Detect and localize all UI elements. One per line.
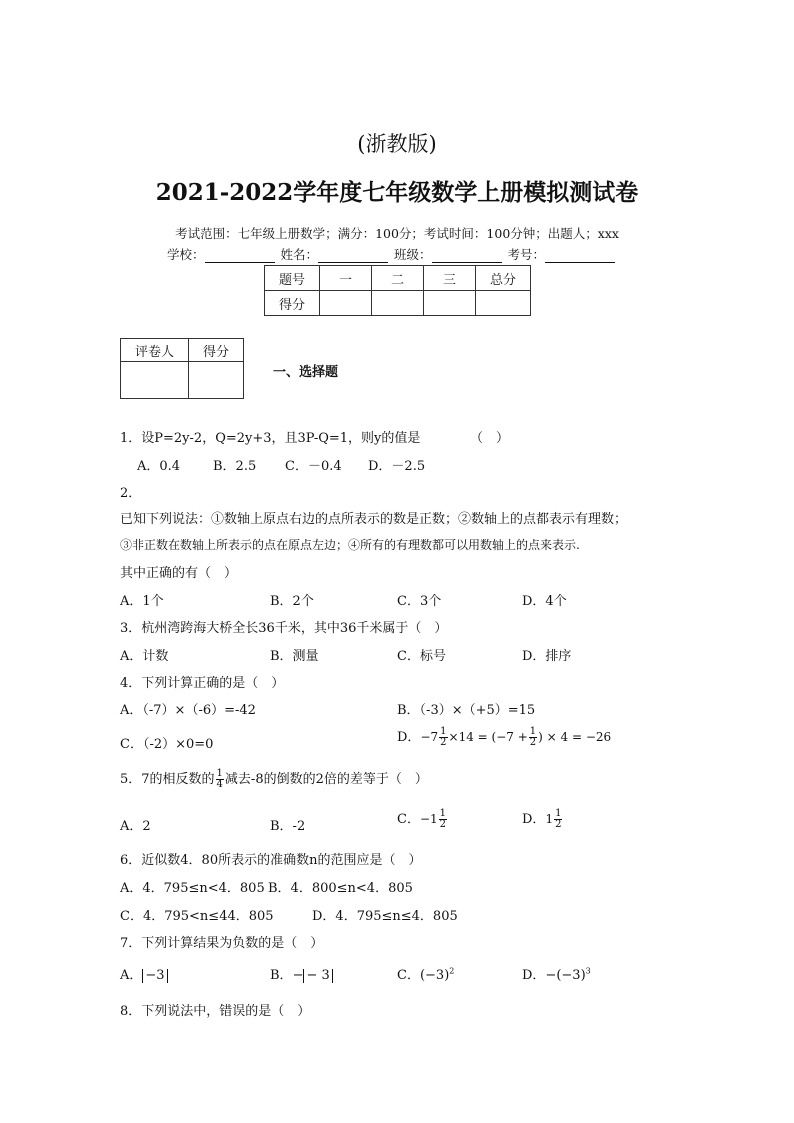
q4-option-a[interactable]: A．（-7）×（-6）=-42 [120, 703, 256, 718]
q3-option-a[interactable]: A．计数 [120, 649, 169, 664]
q7-option-a[interactable] [120, 964, 168, 983]
q7-c-exponent: 2 [449, 966, 455, 976]
question-3: 3．杭州湾跨海大桥全长36千米，其中36千米属于（ ） [120, 621, 448, 636]
score-header-cell: 题号 [265, 266, 320, 291]
score-row-label: 得分 [265, 291, 320, 316]
q7-b-label: B． [270, 968, 293, 983]
q1-stem: 1．设P=2y-2，Q=2y+3，且3P-Q=1，则y的值是 [120, 431, 421, 446]
q4-option-d[interactable] [397, 726, 611, 748]
edition-label: (浙教版) [357, 132, 437, 156]
question-1 [120, 427, 420, 446]
q7-a-abs: −3 [142, 969, 167, 983]
grader-cell[interactable] [121, 362, 189, 399]
q4-d-expr-a: −7 [420, 730, 439, 744]
examno-blank[interactable] [545, 262, 615, 263]
school-blank[interactable] [205, 262, 275, 263]
q5-d-whole: 1 [545, 812, 554, 826]
q4-d-fraction-2: $\frac{1}{2}$ [529, 726, 537, 748]
q1-option-a[interactable]: A．0.4 [137, 459, 181, 474]
q5-c-label: C． [397, 812, 420, 827]
q7-option-c[interactable] [397, 964, 454, 983]
q6-option-a[interactable]: A．4．795≤n<4．805 [120, 881, 265, 896]
score-table [264, 265, 531, 316]
q1-options [137, 455, 425, 474]
q4-option-b[interactable]: B．（-3）×（+5）=15 [397, 703, 536, 718]
q7-option-d[interactable] [522, 964, 591, 983]
q2-line-1: 已知下列说法：①数轴上原点右边的点所表示的数是正数；②数轴上的点都表示有理数； [120, 512, 628, 527]
q5-stem-b: 减去-8的倒数的2倍的差等于（ ） [224, 772, 428, 787]
q5-c-whole: −1 [419, 812, 438, 826]
exam-info-line: 考试范围：七年级上册数学；满分：100分；考试时间：100分钟；出题人；xxx [175, 226, 619, 241]
question-5 [120, 768, 428, 790]
q4-d-fraction-1: $\frac{1}{2}$ [440, 726, 447, 748]
class-label: 班级： [394, 247, 432, 262]
score-header-cell: 三 [424, 266, 476, 291]
q7-d-expr: −(−3) [545, 968, 586, 983]
q7-a-label: A． [120, 968, 143, 983]
name-label: 姓名： [280, 247, 319, 262]
q2-line-2: ③非正数在数轴上所表示的点在原点左边；④所有的有理数都可以用数轴上的点来表示. [120, 538, 580, 552]
name-blank[interactable] [318, 262, 388, 263]
school-label: 学校： [167, 247, 205, 262]
q2-options [120, 590, 567, 609]
q7-b-sign: − [292, 968, 304, 983]
q7-d-exponent: 3 [585, 966, 591, 976]
q7-c-label: C． [397, 968, 420, 983]
grader-table [120, 338, 244, 399]
grader-cell[interactable] [189, 362, 244, 399]
q4-d-expr-c: ) × 4 = −26 [538, 730, 612, 744]
question-8: 8．下列说法中，错误的是（ ） [120, 1004, 311, 1019]
score-cell[interactable] [424, 291, 476, 316]
q5-d-fraction: $\frac{1}{2}$ [555, 808, 562, 830]
q7-option-b[interactable] [270, 964, 333, 983]
q1-option-b[interactable]: B．2.5 [213, 459, 257, 474]
q5-option-a[interactable]: A．2 [120, 819, 151, 834]
q5-stem-a: 5．7的相反数的 [120, 772, 215, 787]
q3-options [120, 645, 571, 664]
q1-option-c[interactable]: C．－0.4 [285, 459, 342, 474]
q3-option-b[interactable]: B．测量 [270, 649, 319, 664]
q6-option-d[interactable]: D．4．795≤n≤4．805 [312, 909, 458, 924]
q7-c-expr: (−3) [419, 968, 450, 983]
score-header-cell: 一 [320, 266, 372, 291]
question-4: 4．下列计算正确的是（ ） [120, 676, 285, 691]
question-7: 7．下列计算结果为负数的是（ ） [120, 936, 324, 951]
exam-title: 2021-2022学年度七年级数学上册模拟测试卷 [155, 179, 639, 206]
q6-option-b[interactable]: B．4．800≤n<4．805 [268, 881, 413, 896]
section-title: 一、选择题 [273, 365, 339, 380]
q5-c-fraction: $\frac{1}{2}$ [439, 808, 447, 830]
q2-option-c[interactable]: C．3个 [397, 594, 442, 609]
q2-line-3: 其中正确的有（ ） [120, 566, 238, 581]
q3-option-d[interactable]: D．排序 [522, 649, 572, 664]
score-cell[interactable] [320, 291, 372, 316]
q5-d-label: D． [522, 812, 546, 827]
q2-number: 2． [120, 486, 142, 501]
q5-fraction: $\frac{1}{4}$ [216, 768, 223, 790]
examno-label: 考号： [507, 247, 546, 262]
q2-option-b[interactable]: B．2个 [270, 594, 314, 609]
score-header-cell: 总分 [476, 266, 531, 291]
score-cell[interactable] [372, 291, 424, 316]
question-6: 6．近似数4．80所表示的准确数n的范围应是（ ） [120, 853, 422, 868]
q7-b-abs: − 3 [303, 969, 332, 983]
q4-option-c[interactable]: C．（-2）×0=0 [120, 737, 214, 752]
q5-option-b[interactable]: B．-2 [270, 819, 306, 834]
q4-d-expr-b: ×14 = (−7 + [448, 730, 528, 744]
q5-option-d[interactable] [522, 808, 563, 830]
score-header-cell: 二 [372, 266, 424, 291]
grader-header-cell: 评卷人 [121, 339, 189, 362]
student-fields [167, 245, 615, 263]
q2-option-d[interactable]: D．4个 [522, 594, 567, 609]
q1-answer-paren[interactable]: （ ） [470, 431, 510, 446]
class-blank[interactable] [432, 262, 502, 263]
q4-d-label: D． [397, 730, 421, 745]
q3-option-c[interactable]: C．标号 [397, 649, 446, 664]
score-cell[interactable] [476, 291, 531, 316]
q6-option-c[interactable]: C．4．795<n≤44．805 [120, 909, 274, 924]
q5-option-c[interactable] [397, 808, 448, 830]
q2-option-a[interactable]: A．1个 [120, 594, 164, 609]
q1-option-d[interactable]: D．－2.5 [368, 459, 426, 474]
q7-d-label: D． [522, 968, 546, 983]
grader-header-cell: 得分 [189, 339, 244, 362]
